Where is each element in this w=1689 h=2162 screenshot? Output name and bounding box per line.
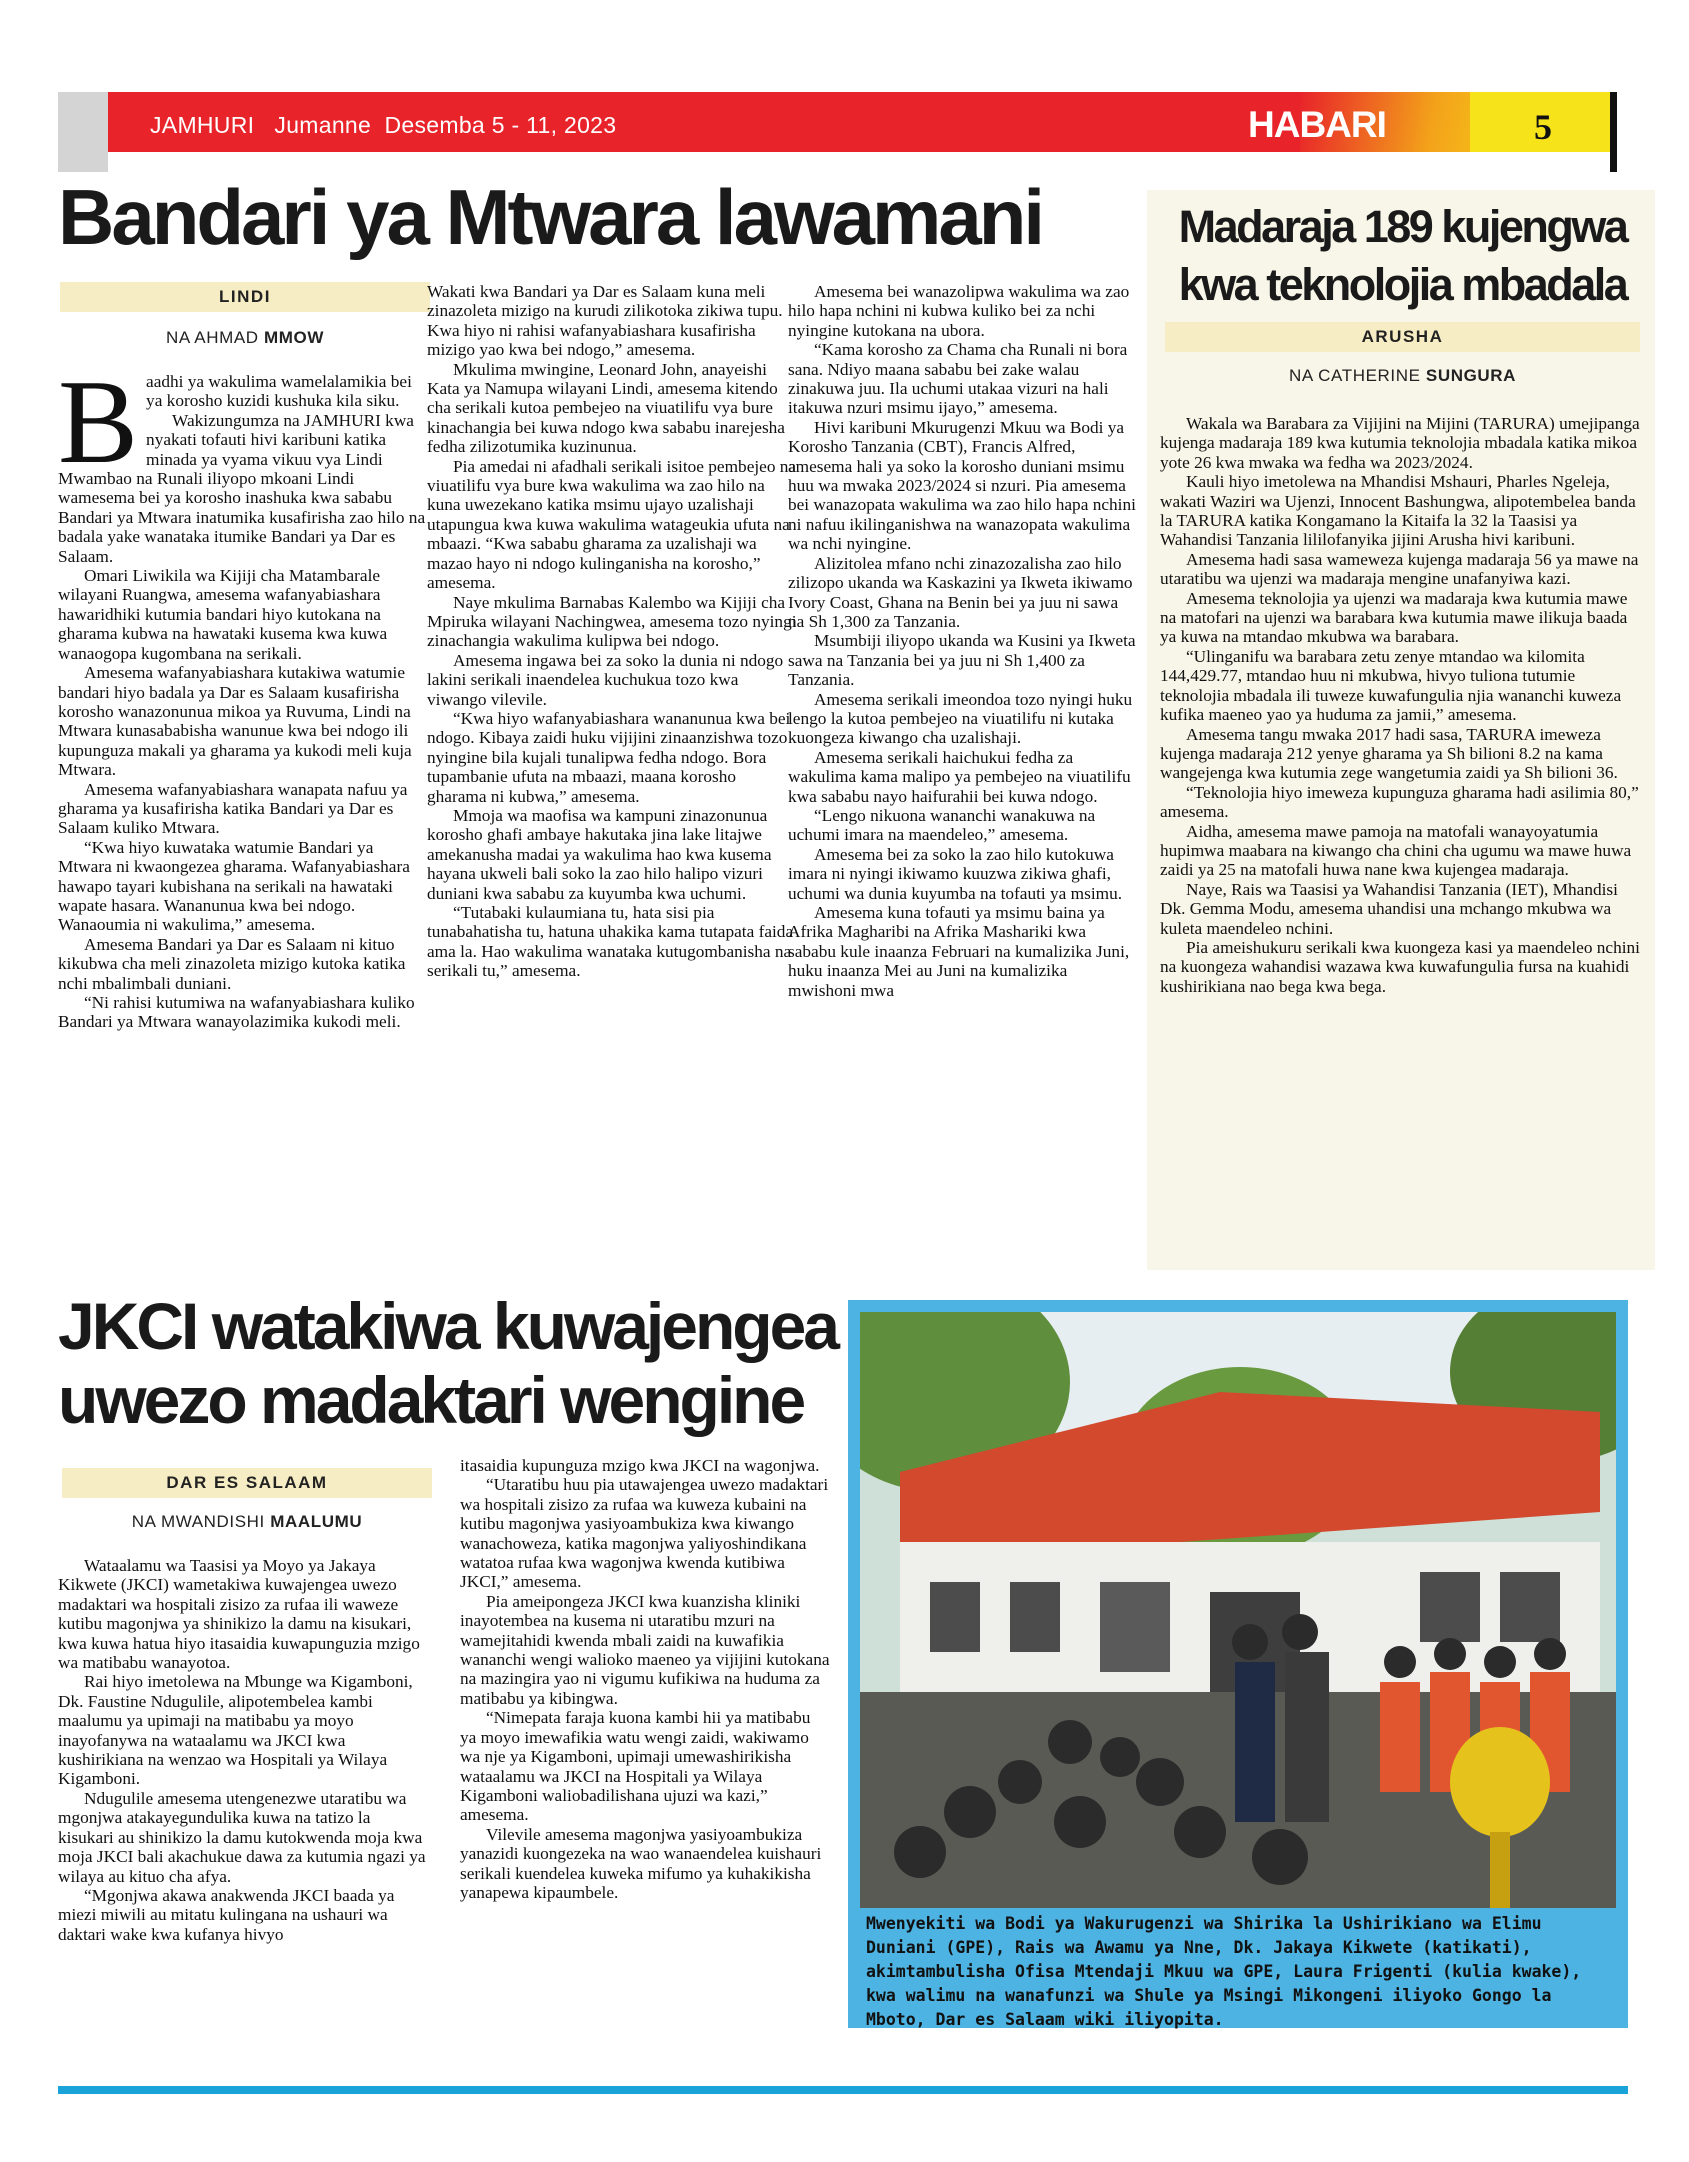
paragraph: “Nimepata faraja kuona kambi hii ya matibabu ya moyo imewafikia watu wengi zaidi, wakiwamo wa nje ya Kigamboni, upimaji umewashirikisha wataalamu wa JKCI na Hospitali ya Wilaya Kigamboni waliobadilishana ujuzi wa kazi,” amesema. bbox=[460, 1708, 811, 1825]
byline-prefix: NA AHMAD bbox=[166, 328, 264, 347]
paragraph: Amesema wafanyabiashara wanapata nafuu ya gharama ya kusafirisha katika Bandari ya Dar es Salaam kuliko Mtwara. bbox=[58, 779, 408, 838]
paragraph: itasaidia kupunguza mzigo kwa JKCI na wagonjwa. bbox=[460, 1456, 820, 1475]
paragraph: “Ni rahisi kutumiwa na wafanyabiashara kuliko Bandari ya Mtwara wanayolazimika kukodi meli. bbox=[58, 993, 415, 1032]
paragraph: Amesema serikali imeondoa tozo nyingi huku lengo la kutoa pembejeo na viuatilifu ni kutaka kuongeza kiwango cha uzalishaji. bbox=[788, 689, 1133, 748]
paragraph: Amesema kuna tofauti ya msimu baina ya Afrika Magharibi na Afrika Mashariki kwa sababu kule inaanza Februari na kumalizika Juni, huku inaanza Mei au Juni na kumalizika mwishoni mwa bbox=[788, 903, 1130, 1000]
paragraph: Mmoja wa maofisa wa kampuni zinazonunua korosho ghafi ambaye hakutaka jina lake litajwe amekanusha madai ya wakulima hao kwa kusema hayana ukweli bali soko la zao hilo halipo vizuri duniani kwa sababu za kuyumba kwa uchumi. bbox=[427, 805, 772, 903]
photo-caption: Mwenyekiti wa Bodi ya Wakurugenzi wa Shirika la Ushirikiano wa Elimu Duniani (GPE), Rais wa Awamu ya Nne, Dk. Jakaya Kikwete (katikati), akimtambulisha Ofisa Mtendaji Mkuu wa GPE, Laura Frigenti (kulia kwake), kwa walimu na wanafunzi wa Shule ya Msingi Mikongeni iliyoko Gongo la Mboto, Dar es Salaam wiki iliyopita. bbox=[866, 1914, 1582, 2029]
paragraph: Wataalamu wa Taasisi ya Moyo ya Jakaya Kikwete (JKCI) wametakiwa kuwajengea uwezo madaktari wa hospitali zisizo za rufaa ili waweze kutibu magonjwa ya shinikizo la damu na kisukari, kwa kuwa hatua hiyo itasaidia kuwapunguzia mzigo wa matibabu wanayotoa. bbox=[58, 1556, 420, 1673]
paragraph: Alizitolea mfano nchi zinazozalisha zao hilo zilizopo ukanda wa Kaskazini ya Ikweta ikiwamo Ivory Coast, Ghana na Benin bei ya juu ni sawa na Sh 1,300 za Tanzania. bbox=[788, 553, 1133, 631]
drop-cap: B bbox=[58, 372, 139, 488]
paragraph: “Mgonjwa akawa anakwenda JKCI baada ya miezi miwili au mitatu kulingana na ushauri wa daktari wake kwa kufanya hivyo bbox=[58, 1885, 395, 1944]
paragraph: Omari Liwikila wa Kijiji cha Matambarale wilayani Ruangwa, amesema wafanyabiashara hawaridhiki kutumia bandari hiyo kutokana na gharama kubwa na hawataki kusema kwa kuwa wanaogopa kugombana na serikali. bbox=[58, 566, 388, 663]
paragraph: “Teknolojia hiyo imeweza kupunguza gharama hadi asilimia 80,” amesema. bbox=[1160, 782, 1639, 822]
article2-col1-text bbox=[58, 1556, 428, 1944]
paragraph: Amesema wafanyabiashara kutakiwa watumie bandari hiyo badala ya Dar es Salaam kusafirisha korosho wanazonunua mikoa ya Ruvuma, Lindi na Mtwara kunasababisha wanunue kwa bei ndogo ili kupunguza makali ya gharama ya kukodi meli kuja Mtwara. bbox=[58, 663, 412, 780]
article1-headline: Bandari ya Mtwara lawamani bbox=[58, 173, 1043, 261]
paragraph: Naye, Rais wa Taasisi ya Wahandisi Tanzania (IET), Mhandisi Dk. Gemma Modu, amesema uhandisi una mchango mkubwa wa kuleta maendeleo nchini. bbox=[1160, 879, 1618, 938]
paragraph: “Kama korosho za Chama cha Runali ni bora sana. Ndiyo maana sababu bei zake walau zinakuwa juu. Ila uchumi utakaa vizuri na hali itakuwa nzuri msimu ijayo,” amesema. bbox=[788, 340, 1128, 418]
paragraph: Wakala wa Barabara za Vijijini na Mijini (TARURA) umejipanga kujenga madaraja 189 kwa kutumia teknolojia mbadala katika mikoa yote 26 kwa mwaka wa fedha wa 2023/2024. bbox=[1160, 414, 1640, 472]
footer-rule bbox=[58, 2086, 1628, 2094]
byline-prefix: NA MWANDISHI bbox=[131, 1512, 271, 1531]
article1-byline bbox=[60, 328, 430, 348]
article2-location: DAR ES SALAAM bbox=[62, 1468, 432, 1498]
page-number: 5 bbox=[1534, 107, 1552, 147]
article2-column-2 bbox=[460, 1456, 830, 2066]
paragraph: Wakizungumza na JAMHURI kwa nyakati tofauti hivi karibuni katika minada ya vyama vikuu vya Lindi Mwambao na Runali iliyopo mkoani Lindi wamesema bei ya korosho inashuka kwa sababu Bandari ya Mtwara inatumika kusafirisha zao hilo na badala yake wanataka itumike Bandari ya Dar es Salaam. bbox=[58, 410, 426, 566]
paragraph: “Ulinganifu wa barabara zetu zenye mtandao wa kilomita 144,429.77, mtandao huu ni mkubwa, hivyo tuliona tutumie teknolojia mbadala ili tuweze kuwafungulia njia wananchi kuweza kufika maeneo yao ya huduma za jamii,” amesema. bbox=[1160, 646, 1622, 725]
paragraph: Vilevile amesema magonjwa yasiyoambukiza yanazidi kuongezeka na wao wanaendelea kuishauri serikali kuendelea kuweka mifumo ya kuhakikisha yanapewa kipaumbele. bbox=[460, 1824, 822, 1902]
article2-headline-line2: uwezo madaktari wengine bbox=[58, 1362, 804, 1437]
paragraph: Amesema hadi sasa wameweza kujenga madaraja 56 ya mawe na utaratibu wa ujenzi wa madaraja mengine unafanyiwa kazi. bbox=[1160, 549, 1639, 589]
article2-column-1 bbox=[58, 1556, 428, 2061]
paragraph: Pia amedai ni afadhali serikali isitoe pembejeo na viuatilifu vya bure kwa wakulima wa zao hilo na kuna uwezekano katika msimu ujayo uzalishaji utapungua kwa kuwa wakulima watageukia ufuta na mbaazi. “Kwa sababu gharama za uzalishaji wa mazao hayo ni ndogo kulinganisha na korosho,” amesema. bbox=[427, 456, 797, 593]
article2-headline-line1: JKCI watakiwa kuwajengea bbox=[58, 1289, 838, 1363]
header-edge-bar bbox=[1610, 92, 1617, 172]
paragraph: Pia ameishukuru serikali kwa kuongeza kasi ya maendeleo nchini na kuongeza wahandisi wazawa kwa kuwafungulia fursa na kuahidi kushirikiana nao bega kwa bega. bbox=[1160, 937, 1640, 996]
paragraph: “Kwa hiyo wafanyabiashara wananunua kwa bei ndogo. Kibaya zaidi huku vijijini zinaanzishwa tozo nyingine bila kujali tunalipwa fedha ndogo. Bora tupambanie ufuta na mbaazi, maana korosho gharama ni kubwa,” amesema. bbox=[427, 708, 791, 806]
paragraph: Aidha, amesema mawe pamoja na matofali wanayoyatumia hupimwa maabara na kiwango cha chini cha ugumu wa mawe huwa zaidi ya 25 na matofali huwa nane kwa kujengea madaraja. bbox=[1160, 821, 1632, 880]
paragraph: Pia ameipongeza JKCI kwa kuanzisha kliniki inayotembea na kusema ni utaratibu mzuri na wamejitahidi kwenda mbali zaidi na kuwafikia wananchi wengi walioko maeneo ya vijijini kutokana na mazingira yao ni vigumu kufikiwa na huduma za matibabu ya kibingwa. bbox=[460, 1591, 830, 1708]
paragraph: Amesema serikali haichukui fedha za wakulima kama malipo ya pembejeo na viuatilifu kwa sababu nayo haifurahii bei kuwa ndogo. bbox=[788, 747, 1131, 806]
paragraph: Naye mkulima Barnabas Kalembo wa Kijiji cha Mpiruka wilayani Nachingwea, amesema tozo nyingi zinachangia wakulima kulipwa bei ndogo. bbox=[427, 592, 797, 651]
paragraph: “Lengo nikuona wananchi wanakuwa na uchumi imara na maendeleo,” amesema. bbox=[788, 805, 1096, 845]
issue-date: JAMHURI Jumanne Desemba 5 - 11, 2023 bbox=[150, 112, 617, 138]
paragraph: Rai hiyo imetolewa na Mbunge wa Kigamboni, Dk. Faustine Ndugulile, alipotembelea kambi maalumu ya upimaji na matibabu ya moyo inayofanywa na wataalamu wa JKCI kwa kushirikiana na wenzao wa Hospitali ya Wilaya Kigamboni. bbox=[58, 1672, 413, 1789]
sidebar-byline bbox=[1165, 366, 1640, 386]
header-grey-tab bbox=[58, 92, 108, 172]
paragraph: Kauli hiyo imetolewa na Mhandisi Mshauri, Pharles Ngeleja, wakati Waziri wa Ujenzi, Innocent Bashungwa, alipotembelea banda la TARURA katika Kongamano la Kitaifa la 32 la Taasisi ya Wahandisi Tanzania lililofanyika jijini Arusha hivi karibuni. bbox=[1160, 472, 1636, 550]
paragraph: “Utaratibu huu pia utawajengea uwezo madaktari wa hospitali zisizo za rufaa wa kuweza kubaini na kutibu magonjwa yasiyoambukiza kwa kiwango wanachoweza, katika magonjwa yaliyoshindikana watatoa rufaa kwa wagonjwa kwenda kutibiwa JKCI,” amesema. bbox=[460, 1475, 829, 1592]
sidebar-text bbox=[1160, 414, 1642, 996]
paragraph: Amesema bei za soko la zao hilo kutokuwa imara ni nyingi ikiwamo kuuzwa zikiwa ghafi, uchumi wa dunia kuyumba na tofauti ya msimu. bbox=[788, 844, 1123, 903]
article1-column-1 bbox=[58, 372, 428, 1264]
paragraph: “Kwa hiyo kuwataka watumie Bandari ya Mtwara ni kwaongezea gharama. Wafanyabiashara hawapo tayari kubishana na serikali na hawataki wapate hasara. Wananunua kwa bei ndogo. Wanaoumia ni wakulima,” amesema. bbox=[58, 837, 410, 935]
byline-prefix: NA CATHERINE bbox=[1288, 366, 1426, 385]
paragraph: Ndugulile amesema utengenezwe utaratibu wa mgonjwa atakayegundulika kuwa na tatizo la kisukari au shinikizo la damu kutokwenda moja kwa moja JKCI bali akachukue dawa za kutumia ngazi ya wilaya au kituo cha afya. bbox=[58, 1788, 426, 1886]
paragraph: Amesema ingawa bei za soko la dunia ni ndogo lakini serikali inaendelea kuchukua tozo kwa viwango vilevile. bbox=[427, 650, 784, 709]
paragraph: Amesema bei wanazolipwa wakulima wa zao hilo hapa nchini ni kubwa kuliko bei za nchi nyingine kutokana na ubora. bbox=[788, 282, 1130, 340]
article1-location: LINDI bbox=[60, 282, 430, 312]
paragraph: Wakati kwa Bandari ya Dar es Salaam kuna meli zinazoleta mizigo na kurudi zilikotoka zikiwa tupu. Kwa hiyo ni rahisi wafanyabiashara kusafirisha mizigo yao kwa bei ndogo,” amesema. bbox=[427, 282, 783, 360]
article2-col2-text bbox=[460, 1456, 830, 1902]
article2-headline bbox=[58, 1290, 837, 1438]
paragraph: Amesema teknolojia ya ujenzi wa madaraja kwa kutumia mawe na matofari na ujenzi wa barabara kwa kutumia mawe ilikuja baada ya kuwa na mtandao mkubwa wa barabara. bbox=[1160, 588, 1628, 647]
article1-column-3 bbox=[788, 282, 1138, 1264]
article1-col3-text bbox=[788, 282, 1138, 1000]
sidebar-body bbox=[1160, 414, 1642, 1264]
photo-illustration bbox=[860, 1312, 1616, 1908]
paragraph: Msumbiji iliyopo ukanda wa Kusini ya Ikweta sawa na Tanzania bei ya juu ni Sh 1,400 za Tanzania. bbox=[788, 631, 1136, 690]
byline-name: MAALUMU bbox=[270, 1512, 363, 1531]
news-photo bbox=[860, 1312, 1616, 1908]
byline-name: SUNGURA bbox=[1425, 366, 1517, 385]
article1-col1-text bbox=[58, 372, 428, 1032]
section-label: HABARI bbox=[1248, 104, 1386, 145]
paragraph: aadhi ya wakulima wamelalamikia bei ya korosho kuzidi kushuka kila siku. bbox=[146, 372, 412, 411]
byline-name: MMOW bbox=[263, 328, 324, 347]
paragraph: Hivi karibuni Mkurugenzi Mkuu wa Bodi ya Korosho Tanzania (CBT), Francis Alfred, amesema hali ya soko la korosho duniani msimu huu wa mwaka 2023/2024 si nzuri. Pia amesema bei wanazopata wakulima wa zao hilo hapa nchini ni nafuu ikilinganishwa na wanazopata wakulima wa nchi nyingine. bbox=[788, 417, 1136, 554]
paragraph: Amesema Bandari ya Dar es Salaam ni kituo kikubwa cha meli zinazoleta mizigo kutoka katika nchi mbalimbali duniani. bbox=[58, 934, 406, 993]
article1-column-2 bbox=[427, 282, 797, 1264]
article2-byline bbox=[62, 1512, 432, 1532]
sidebar-location: ARUSHA bbox=[1165, 322, 1640, 352]
article1-col2-text bbox=[427, 282, 797, 981]
paragraph: “Tutabaki kulaumiana tu, hata sisi pia tunabahatisha tu, hatuna uhakika kama tutapata faida ama la. Hao wakulima wanataka kutugombanisha na serikali tu,” amesema. bbox=[427, 903, 794, 981]
paragraph: Mkulima mwingine, Leonard John, anayeishi Kata ya Namupa wilayani Lindi, amesema kitendo cha serikali kutoa pembejeo na viuatilifu vya bure kinachangia bei kuwa ndogo kwa sababu inarejesha fedha zilizotumika kuzinunua. bbox=[427, 359, 785, 457]
sidebar-headline: Madaraja 189 kujengwa kwa teknolojia mbadala bbox=[1178, 201, 1627, 310]
paragraph: Amesema tangu mwaka 2017 hadi sasa, TARURA imeweza kujenga madaraja 212 yenye gharama ya Sh bilioni 8.2 na kama wangejenga kwa kutumia zege wangetumia zaidi ya Sh bilioni 36. bbox=[1160, 724, 1618, 783]
